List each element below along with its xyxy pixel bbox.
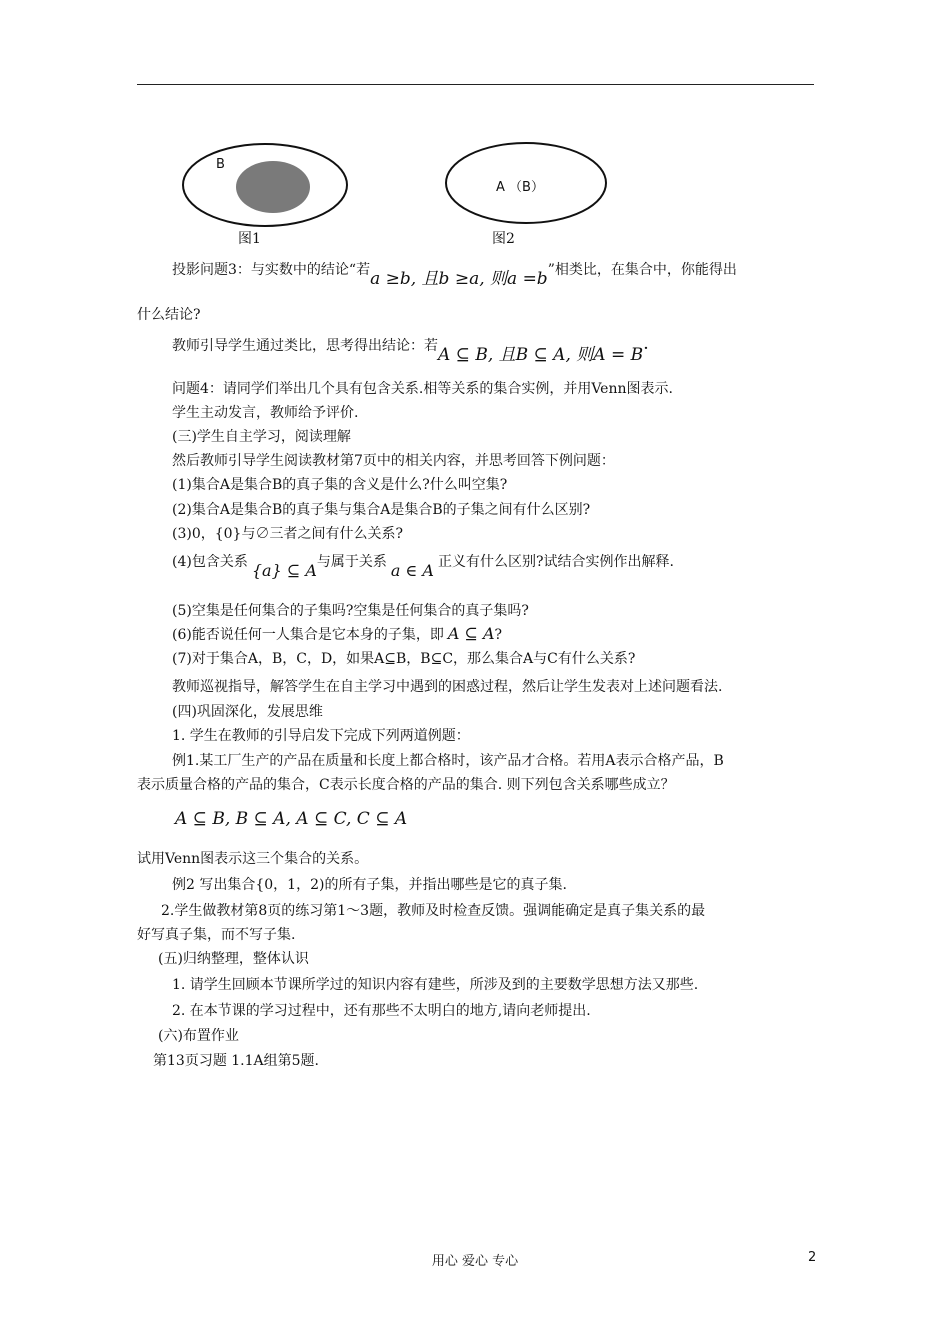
guide-math: A ⊆ B, 且B ⊆ A, 则A = B	[438, 345, 644, 365]
question-3-cont: 什么结论?	[137, 307, 201, 323]
guide-line	[172, 330, 649, 365]
item-5: (5)空集是任何集合的子集吗?空集是任何集合的真子集吗?	[172, 603, 529, 619]
item-1: (1)集合A是集合B的真子集的含义是什么?什么叫空集?	[172, 477, 508, 493]
item-3: (3)0，{0}与∅三者之间有什么关系?	[172, 526, 403, 542]
item4-text-c: 正义有什么区别?试结合实例作出解释.	[437, 554, 674, 570]
guide-text: 教师引导学生通过类比，思考得出结论：若	[172, 338, 438, 354]
section-3-heading: (三)学生自主学习，阅读理解	[172, 429, 351, 445]
item-4	[172, 551, 674, 580]
item-2: (2)集合A是集合B的真子集与集合A是集合B的子集之间有什么区别?	[172, 502, 591, 518]
section-6-heading: (六)布置作业	[158, 1028, 239, 1044]
venn-instruction: 试用Venn图表示这三个集合的关系。	[137, 851, 369, 867]
homework: 第13页习题 1.1A组第5题.	[153, 1053, 319, 1069]
fig2-set-label: A （B）	[496, 180, 544, 195]
fig1-set-label: B	[216, 157, 225, 172]
set-a-shaded-ellipse	[236, 161, 310, 213]
student-speak: 学生主动发言，教师给予评价.	[172, 405, 359, 421]
summary-1: 1. 请学生回顾本节课所学过的知识内容有建些，所涉及到的主要数学思想方法又那些.	[172, 977, 699, 993]
reading-task: 然后教师引导学生阅读教材第7页中的相关内容，并思考回答下例问题：	[172, 453, 615, 469]
item6-text-b: ?	[494, 627, 503, 643]
page-number: 2	[808, 1250, 817, 1265]
summary-2: 2. 在本节课的学习过程中，还有那些不太明白的地方,请向老师提出.	[172, 1003, 591, 1019]
step-2-line-2: 好写真子集，而不写子集.	[137, 927, 296, 943]
q3-text-before: 投影问题3：与实数中的结论“若	[172, 262, 371, 278]
item6-math: A ⊆ A	[447, 624, 495, 643]
item-7: (7)对于集合A，B，C，D，如果A⊆B，B⊆C，那么集合A与C有什么关系?	[172, 651, 636, 667]
header-rule	[137, 84, 814, 85]
q3-math: a ≥b, 且b ≥a, 则a =b	[370, 269, 548, 289]
q3-text-after: ”相类比，在集合中，你能得出	[547, 262, 737, 278]
question-4: 问题4：请同学们举出几个具有包含关系.相等关系的集合实例，并用Venn图表示.	[172, 381, 673, 397]
venn-figure-1	[180, 140, 350, 230]
item4-math-2: a ∈ A	[390, 561, 434, 580]
item4-text-a: (4)包含关系	[172, 554, 248, 570]
example-2: 例2 写出集合{0，1，2)的所有子集，并指出哪些是它的真子集.	[172, 877, 567, 893]
guide-dot: ·	[643, 338, 649, 359]
section-5-heading: (五)归纳整理，整体认识	[158, 951, 309, 967]
example-1-math: A ⊆ B, B ⊆ A, A ⊆ C, C ⊆ A	[175, 809, 408, 829]
example-1-line-1: 例1.某工厂生产的产品在质量和长度上都合格时，该产品才合格。若用A表示合格产品，B	[172, 753, 724, 769]
section-4-heading: (四)巩固深化，发展思维	[172, 704, 323, 720]
item4-math-1: {a} ⊆ A	[251, 561, 317, 580]
item6-text-a: (6)能否说任何一人集合是它本身的子集，即	[172, 627, 444, 643]
item-6	[172, 624, 502, 644]
footer-motto: 用心 爱心 专心	[431, 1254, 519, 1269]
item4-text-b: 与属于关系	[316, 554, 387, 570]
fig2-caption: 图2	[492, 231, 515, 247]
teacher-patrol: 教师巡视指导，解答学生在自主学习中遇到的困惑过程，然后让学生发表对上述问题看法.	[172, 679, 723, 695]
question-3-line	[172, 254, 737, 289]
example-1-line-2: 表示质量合格的产品的集合，C表示长度合格的产品的集合. 则下列包含关系哪些成立？	[137, 777, 675, 793]
fig1-caption: 图1	[238, 231, 261, 247]
step-2-line-1: 2.学生做教材第8页的练习第1～3题，教师及时检查反馈。强调能确定是真子集关系的最	[161, 903, 706, 919]
step-1: 1. 学生在教师的引导启发下完成下列两道例题：	[172, 728, 470, 744]
